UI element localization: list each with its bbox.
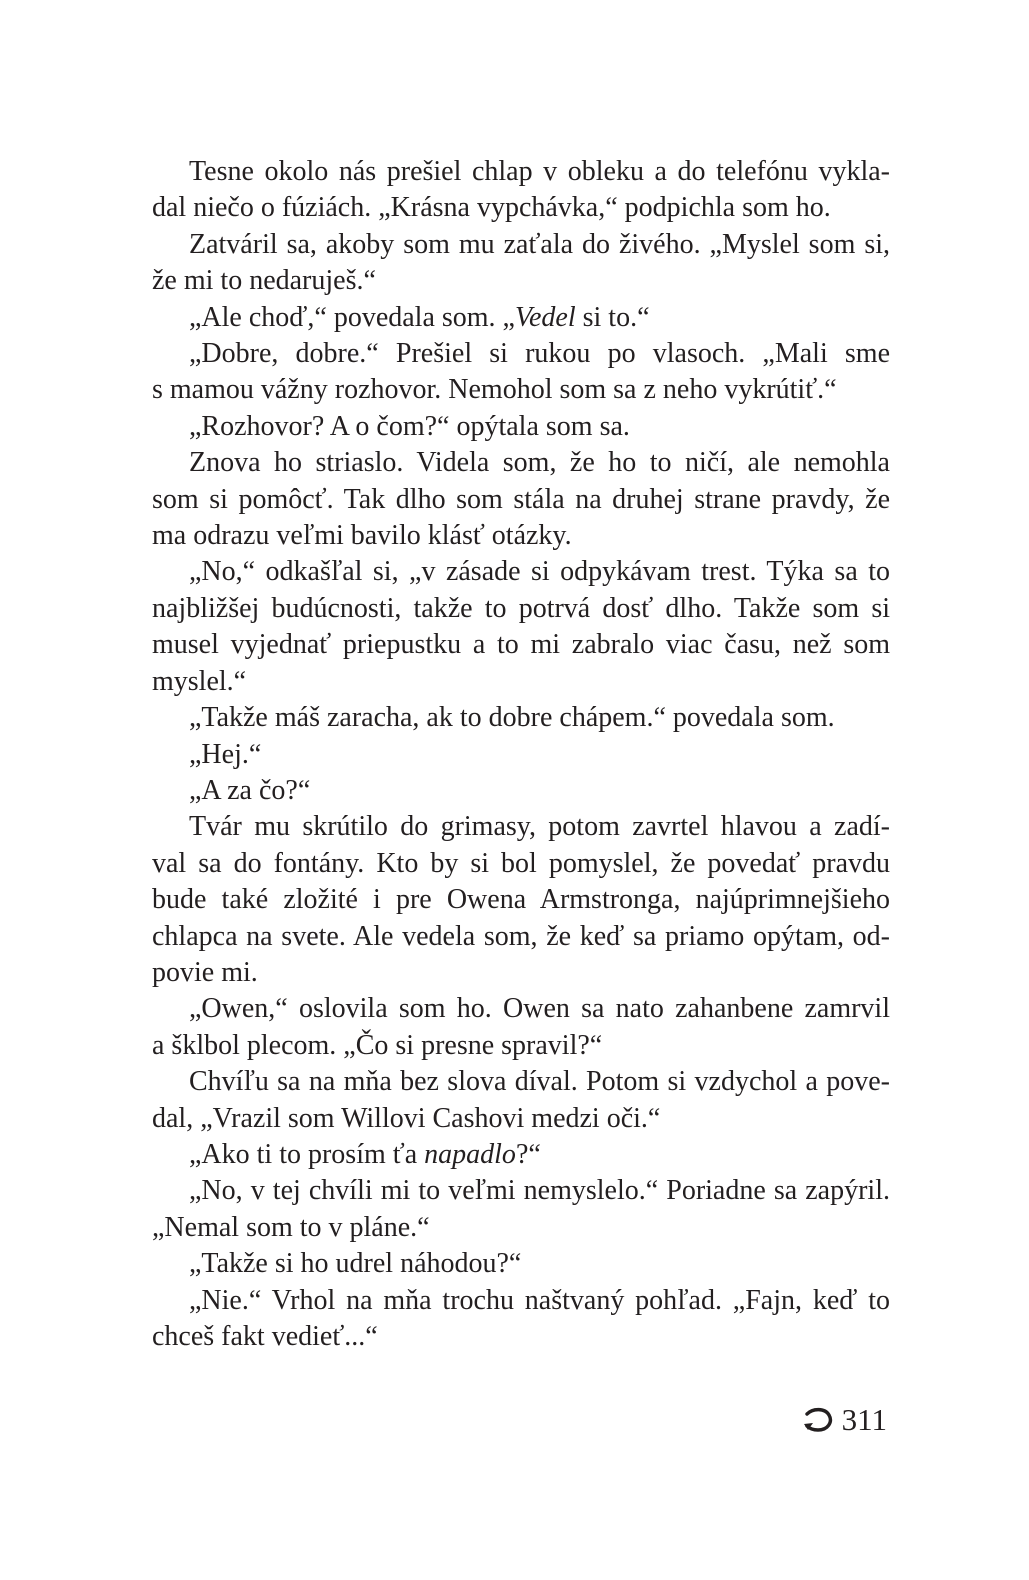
text-line: myslel.“ [152,665,247,697]
text-line: Zatváril sa, akoby som mu zaťala do živého. „Myslel som si, [189,228,890,260]
paragraph [152,445,890,554]
paragraph [152,154,890,227]
text-line: musel vyjednať priepustku a to mi zabralo viac času, než som [152,629,890,661]
page-footer [804,1402,887,1438]
text-line: Chvíľu sa na mňa bez slova díval. Potom si vzdychol a pove- [189,1066,890,1098]
paragraph [152,1246,890,1282]
body-text [152,154,890,1355]
paragraph [152,409,890,445]
paragraph [152,554,890,700]
text-line: „Rozhovor? A o čom?“ opýtala som sa. [189,410,630,442]
text-segment: ?“ [515,1138,541,1170]
text-segment: „Ale choď,“ povedala som. „ [189,301,515,333]
paragraph [152,1173,890,1246]
text-line: Znova ho striaslo. Videla som, že ho to ničí, ale nemohla [189,447,890,479]
text-line: Tesne okolo nás prešiel chlap v obleku a do telefónu vykla- [189,156,890,187]
text-line: povie mi. [152,956,258,988]
paragraph [152,336,890,409]
text-line: „Takže si ho udrel náhodou?“ [189,1248,522,1280]
text-line [152,300,890,336]
text-line: „Hej.“ [189,738,262,770]
text-line: a šklbol plecom. „Čo si presne spravil?“ [152,1029,603,1061]
text-line: „Takže máš zaracha, ak to dobre chápem.“ povedala som. [189,702,835,734]
paragraph [152,700,890,736]
paragraph [152,1064,890,1137]
page-number: 311 [841,1402,887,1437]
text-line: dal niečo o fúziách. „Krásna vypchávka,“ podpichla som ho. [152,192,831,224]
text-line: s mamou vážny rozhovor. Nemohol som sa z neho vykrútiť.“ [152,374,837,406]
paragraph [152,227,890,300]
text-line: že mi to nedaruješ.“ [152,265,376,297]
paragraph [152,1283,890,1356]
italic-text: napadlo [424,1138,516,1170]
text-line: „No,“ odkašľal si, „v zásade si odpykávam trest. Týka sa to [189,556,890,588]
text-line: Tvár mu skrútilo do grimasy, potom zavrtel hlavou a zadí- [189,811,890,843]
curved-arrow-icon [804,1407,834,1433]
italic-text: Vedel [514,301,576,333]
paragraph [152,300,890,336]
text-line: ma odrazu veľmi bavilo klásť otázky. [152,520,572,552]
paragraph [152,1137,890,1173]
text-line: chceš fakt vedieť...“ [152,1321,378,1352]
text-segment: si to.“ [575,301,650,333]
text-line: chlapca na svete. Ale vedela som, že keď sa priamo opýtam, od- [152,920,890,952]
text-line [152,1137,890,1173]
text-line: val sa do fontány. Kto by si bol pomyslel, že povedať pravdu [152,847,890,879]
text-line: bude také zložité i pre Owena Armstronga, najúprimnejšieho [152,884,890,916]
text-line: „A za čo?“ [189,774,311,806]
paragraph [152,773,890,809]
text-line: „Dobre, dobre.“ Prešiel si rukou po vlasoch. „Mali sme [189,338,890,370]
text-line: dal, „Vrazil som Willovi Cashovi medzi oči.“ [152,1102,661,1134]
text-line: najbližšej budúcnosti, takže to potrvá dosť dlho. Takže som si [152,592,890,624]
text-line: „Owen,“ oslovila som ho. Owen sa nato zahanbene zamrvil [189,993,890,1025]
text-line: „Nemal som to v pláne.“ [152,1211,430,1243]
text-line: „No, v tej chvíli mi to veľmi nemyslelo.“ Poriadne sa zapýril. [189,1175,890,1207]
text-line: som si pomôcť. Tak dlho som stála na druhej strane pravdy, že [152,483,890,515]
paragraph [152,991,890,1064]
text-line: „Nie.“ Vrhol na mňa trochu naštvaný pohľad. „Fajn, keď to [189,1284,890,1316]
paragraph [152,809,890,991]
text-segment: „Ako ti to prosím ťa [189,1138,425,1170]
paragraph [152,737,890,773]
